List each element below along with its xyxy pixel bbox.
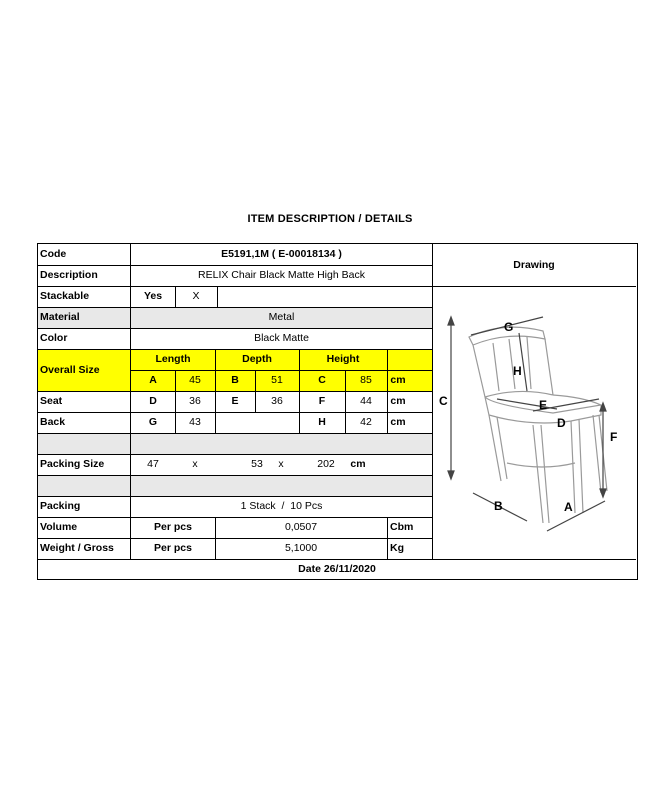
label-h: H: [513, 364, 522, 378]
weight-value: 5,1000: [284, 542, 318, 555]
chair-outline: [469, 327, 607, 523]
dim-g-label: G: [148, 416, 158, 429]
packing-value: 1 Stack / 10 Pcs: [240, 500, 323, 513]
seat-label: Seat: [40, 395, 63, 408]
stackable-mark: X: [192, 290, 200, 303]
dim-d-value: 36: [189, 395, 201, 408]
back-unit: cm: [390, 416, 406, 429]
dim-a-label: A: [149, 374, 157, 387]
packing-size-label: Packing Size: [40, 458, 105, 471]
packing-size-width: 53: [251, 458, 263, 471]
dim-c-value: 85: [360, 374, 372, 387]
packing-size-x2: x: [278, 458, 284, 471]
material-label: Material: [40, 311, 80, 324]
color-value: Black Matte: [254, 332, 309, 345]
code-label: Code: [40, 248, 67, 261]
description-value: RELIX Chair Black Matte High Back: [198, 269, 365, 282]
volume-unit: Cbm: [390, 521, 414, 534]
dim-g-value: 43: [189, 416, 201, 429]
label-b: B: [494, 499, 503, 513]
dim-e-label: E: [231, 395, 239, 408]
spacer-row-bg: [38, 433, 432, 454]
back-label: Back: [40, 416, 66, 429]
code-value: E5191,1M ( E-00018134 ): [221, 248, 342, 261]
dim-c-label: C: [318, 374, 326, 387]
packing-size-length: 47: [147, 458, 159, 471]
label-f: F: [610, 430, 618, 444]
volume-value: 0,0507: [284, 521, 318, 534]
dim-f-value: 44: [360, 395, 372, 408]
label-d: D: [557, 416, 566, 430]
weight-label: Weight / Gross: [40, 542, 114, 555]
dim-e-value: 36: [271, 395, 283, 408]
description-label: Description: [40, 269, 98, 282]
dim-f-label: F: [318, 395, 326, 408]
stackable-value: Yes: [143, 290, 163, 303]
date-footer: Date 26/11/2020: [298, 562, 376, 575]
spec-table: [37, 243, 638, 580]
weight-unit: Kg: [390, 542, 404, 555]
drawing-header: Drawing: [513, 258, 555, 271]
packing-label: Packing: [40, 500, 81, 513]
packing-size-height: 202: [317, 458, 335, 471]
overall-unit: cm: [390, 374, 406, 387]
label-g: G: [504, 320, 514, 334]
length-header: Length: [155, 353, 191, 366]
chair-drawing: [433, 287, 636, 559]
label-c: C: [439, 394, 448, 408]
dim-b-label: B: [231, 374, 239, 387]
dim-b-value: 51: [271, 374, 283, 387]
spacer-row-bg-2: [38, 475, 432, 496]
weight-per: Per pcs: [154, 542, 192, 555]
height-header: Height: [326, 353, 360, 366]
seat-unit: cm: [390, 395, 406, 408]
volume-label: Volume: [40, 521, 78, 534]
packing-size-x1: x: [192, 458, 198, 471]
material-value: Metal: [268, 311, 295, 324]
volume-per: Per pcs: [154, 521, 192, 534]
overall-size-label: Overall Size: [40, 363, 100, 376]
dim-h-label: H: [318, 416, 326, 429]
depth-header: Depth: [242, 353, 272, 366]
stackable-label: Stackable: [40, 290, 90, 303]
page-title: ITEM DESCRIPTION / DETAILS: [247, 213, 413, 225]
dim-d-label: D: [149, 395, 157, 408]
packing-size-unit: cm: [350, 458, 366, 471]
dim-a-value: 45: [189, 374, 201, 387]
label-e: E: [539, 398, 548, 412]
color-label: Color: [40, 332, 68, 345]
dim-h-value: 42: [360, 416, 372, 429]
label-a: A: [564, 500, 573, 514]
